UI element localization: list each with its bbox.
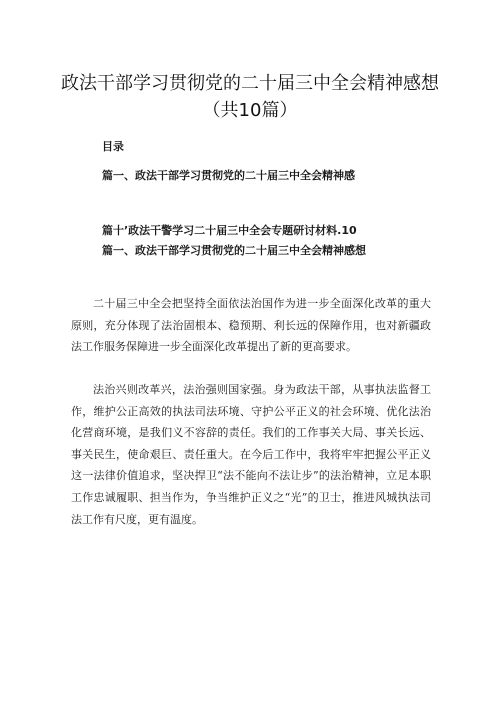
toc-item[interactable]: 篇一、政法干部学习贯彻党的二十届三中全会精神感 bbox=[102, 169, 355, 182]
toc-heading: 目录 bbox=[102, 140, 124, 153]
body-paragraph: 法治兴则改革兴，法治强则国家强。身为政法干部，从事执法监督工作，维护公正高效的执法司法环境、守护公平正义的社会环境、优化法治化营商环境，是我们义不容辞的责任。我们的工作事关大局、事关长远、事关民生，使命艰巨、责任重大。在今后工作中，我将牢牢把握公平正义这一法律价值追求，坚决捍卫“法不能向不法让步”的法治精神，立足本职工作忠诚履职、担当作为，争当维护正义之“光”的卫士，推进风城执法司法工作有尺度，更有温度。 bbox=[71, 383, 431, 526]
section-heading: 篇一、政法干部学习贯彻党的二十届三中全会精神感想 bbox=[102, 244, 366, 257]
document-title: 政法干部学习贯彻党的二十届三中全会精神感想（共10篇） bbox=[61, 73, 439, 121]
body-paragraph: 二十届三中全会把坚持全面依法治国作为进一步全面深化改革的重大原则，充分体现了法治固根本、稳预期、利长远的保障作用，也对新疆政法工作服务保障进一步全面深化改革提出了新的更高要求。 bbox=[71, 297, 431, 354]
toc-item[interactable]: 篇十’政法干警学习二十届三中全会专题研讨材料.10 bbox=[102, 224, 357, 237]
